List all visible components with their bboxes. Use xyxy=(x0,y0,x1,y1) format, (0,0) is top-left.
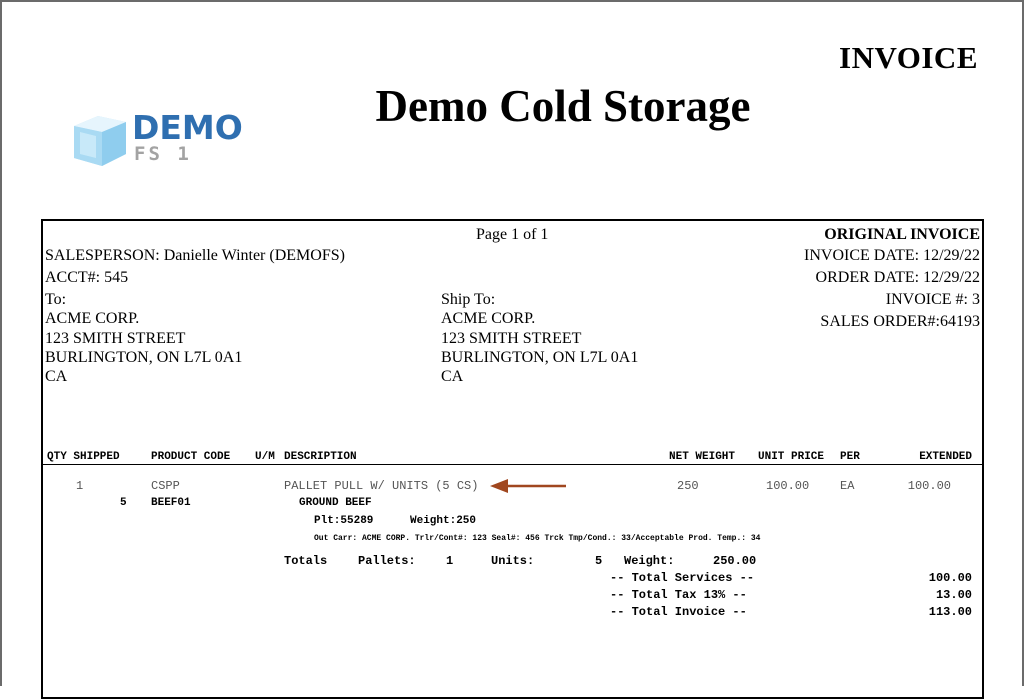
column-header-net-weight: NET WEIGHT xyxy=(669,451,736,463)
line-net-weight: 250 xyxy=(677,479,699,493)
line-description: PALLET PULL W/ UNITS (5 CS) xyxy=(284,479,479,493)
sub-item-qty: 5 xyxy=(120,497,127,509)
column-header-unit-price: UNIT PRICE xyxy=(758,451,825,463)
invoice-status: ORIGINAL INVOICE xyxy=(824,226,980,243)
column-header-description: DESCRIPTION xyxy=(284,451,357,463)
sub-item-code: BEEF01 xyxy=(151,497,191,509)
total-invoice: 113.00 xyxy=(928,605,972,619)
column-header-product-code: PRODUCT CODE xyxy=(151,451,231,463)
logo-subtext: FS 1 xyxy=(134,143,192,165)
pallets-label: Pallets: xyxy=(358,554,416,568)
total-invoice-label: -- Total Invoice -- xyxy=(610,605,747,619)
column-header-um: U/M xyxy=(255,451,275,463)
bill-to-line: CA xyxy=(45,368,68,385)
sub-item-weight: Weight:250 xyxy=(410,515,477,527)
pallet-id: Plt:55289 xyxy=(314,515,374,527)
line-qty: 1 xyxy=(76,479,84,493)
sub-item-description: GROUND BEEF xyxy=(299,497,372,509)
pallets-count: 1 xyxy=(446,554,454,568)
line-product-code: CSPP xyxy=(151,479,180,493)
order-date: ORDER DATE: 12/29/22 xyxy=(815,269,980,286)
annotation-arrow-icon xyxy=(488,476,568,496)
line-per: EA xyxy=(840,479,855,493)
ship-to-line: ACME CORP. xyxy=(441,310,536,327)
units-label: Units: xyxy=(491,554,535,568)
totals-label: Totals xyxy=(284,554,328,568)
ship-to-line: CA xyxy=(441,368,464,385)
total-weight: 250.00 xyxy=(713,554,757,568)
company-name: Demo Cold Storage xyxy=(375,81,751,131)
sales-order-number: SALES ORDER#:64193 xyxy=(820,313,980,330)
logo-text: DEMO xyxy=(132,108,243,147)
account-number: ACCT#: 545 xyxy=(45,269,129,286)
invoice-date: INVOICE DATE: 12/29/22 xyxy=(804,247,980,264)
invoice-number: INVOICE #: 3 xyxy=(885,291,980,308)
units-count: 5 xyxy=(595,554,603,568)
total-tax: 13.00 xyxy=(935,588,972,602)
salesperson: SALESPERSON: Danielle Winter (DEMOFS) xyxy=(45,247,345,264)
bill-to-line: BURLINGTON, ON L7L 0A1 xyxy=(45,349,243,366)
total-tax-label: -- Total Tax 13% -- xyxy=(610,588,747,602)
total-weight-label: Weight: xyxy=(624,554,675,568)
line-extended: 100.00 xyxy=(907,479,951,493)
company-logo xyxy=(68,108,243,170)
line-unit-price: 100.00 xyxy=(766,479,810,493)
carrier-details: Out Carr: ACME CORP. Trlr/Cont#: 123 Seal#: 456 Trck Tmp/Cond.: 33/Acceptable Prod. Temp.: 34 xyxy=(314,534,761,543)
page-number: Page 1 of 1 xyxy=(476,226,549,243)
ship-to-line: 123 SMITH STREET xyxy=(441,330,582,347)
header-rule xyxy=(41,464,984,465)
total-services-label: -- Total Services -- xyxy=(610,571,755,585)
bill-to-line: ACME CORP. xyxy=(45,310,140,327)
column-header-per: PER xyxy=(840,451,860,463)
column-header-extended: EXTENDED xyxy=(919,451,972,463)
bill-to-label: To: xyxy=(45,291,67,308)
bill-to-line: 123 SMITH STREET xyxy=(45,330,186,347)
total-services: 100.00 xyxy=(928,571,972,585)
ship-to-label: Ship To: xyxy=(441,291,496,308)
document-type-title: INVOICE xyxy=(839,40,978,75)
ice-cube-icon xyxy=(68,110,132,168)
ship-to-line: BURLINGTON, ON L7L 0A1 xyxy=(441,349,639,366)
column-header-qty: QTY SHIPPED xyxy=(47,451,120,463)
